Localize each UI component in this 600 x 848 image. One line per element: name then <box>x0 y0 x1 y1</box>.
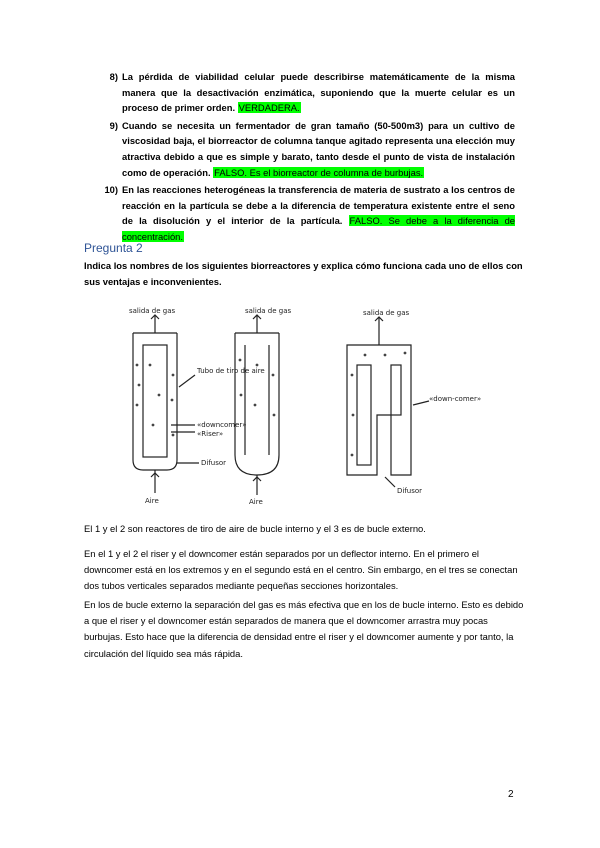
r3-difusor-label: Difusor <box>397 487 423 495</box>
question-text: Cuando se necesita un fermentador de gran tamaño (50-500m3) para un cultivo de viscosidad baja, el biorreactor de columna tanque agitado representa una elección muy atractiva debido a que es simple y barato, tanto desde el punto de vista de instalación como de operación. <box>122 119 515 178</box>
reactor-1-drawing <box>133 315 199 493</box>
question-item <box>100 69 515 116</box>
r1-difusor-label: Difusor <box>201 459 227 467</box>
answer-highlight: VERDADERA. <box>238 102 300 114</box>
answer-highlight: FALSO. Se debe a la diferencia de concentración. <box>122 215 515 242</box>
question-number: 8) <box>109 71 118 82</box>
r3-downcomer-label: «down-comer» <box>429 395 482 403</box>
bioreactor-figure <box>95 305 505 505</box>
question-item <box>100 182 515 244</box>
paragraph-3: En los de bucle externo la separación del gas es más efectiva que en los de bucle interno. Esto es debido a que el riser y el downcomer están separados de manera que el downcomer arrastra muy pocas burbujas. Esto hace que la diferencia de densidad entre el riser y el downcomer aumente y por tanto, la circulación del líquido sea más rápida. <box>84 599 524 659</box>
r1-aire-label: Aire <box>145 497 159 505</box>
answer-highlight: FALSO. Es el biorreactor de columna de burbujas. <box>214 166 424 178</box>
r2-aire-label: Aire <box>249 498 263 505</box>
r2-top-label: salida de gas <box>245 307 292 315</box>
reactor-2-drawing <box>235 315 279 495</box>
reactor-3-drawing <box>347 317 429 487</box>
question-list <box>100 69 515 247</box>
r1-top-label: salida de gas <box>129 307 176 315</box>
question-number: 10) <box>104 184 118 196</box>
paragraph-1: El 1 y el 2 son reactores de tiro de aire de bucle interno y el 3 es de bucle externo. <box>84 523 426 534</box>
r1-downcomer-label: «downcomer» <box>197 421 247 429</box>
question-text: La pérdida de viabilidad celular puede describirse matemáticamente de la misma manera que la desactivación enzimática, suponiendo que la muerte celular es un proceso de primer orden. <box>122 71 515 114</box>
paragraph-2: En el 1 y el 2 el riser y el downcomer están separados por un deflector interno. En el primero el downcomer está en los extremos y en el segundo está en el centro. Sin embargo, en el tres se conectan dos tubos verticales separados mediante pequeñas secciones horizontales. <box>84 548 518 592</box>
question-number: 9) <box>109 119 118 131</box>
page-number: 2 <box>508 789 514 800</box>
r1-tubo-label: Tubo de tiro de aire <box>197 367 265 375</box>
question-item <box>100 118 515 180</box>
r1-riser-label: «Riser» <box>197 430 224 438</box>
section-title: Pregunta 2 <box>84 241 143 255</box>
r3-top-label: salida de gas <box>363 309 410 317</box>
question-prompt: Indica los nombres de los siguientes biorreactores y explica cómo funciona cada uno de ellos con sus ventajas e inconvenientes. <box>84 260 523 287</box>
question-text: En las reacciones heterogéneas la transferencia de materia de sustrato a los centros de reacción en la partícula se debe a la diferencia de temperatura existente entre el seno de la disolución y el interior de la partícula. <box>122 184 515 227</box>
